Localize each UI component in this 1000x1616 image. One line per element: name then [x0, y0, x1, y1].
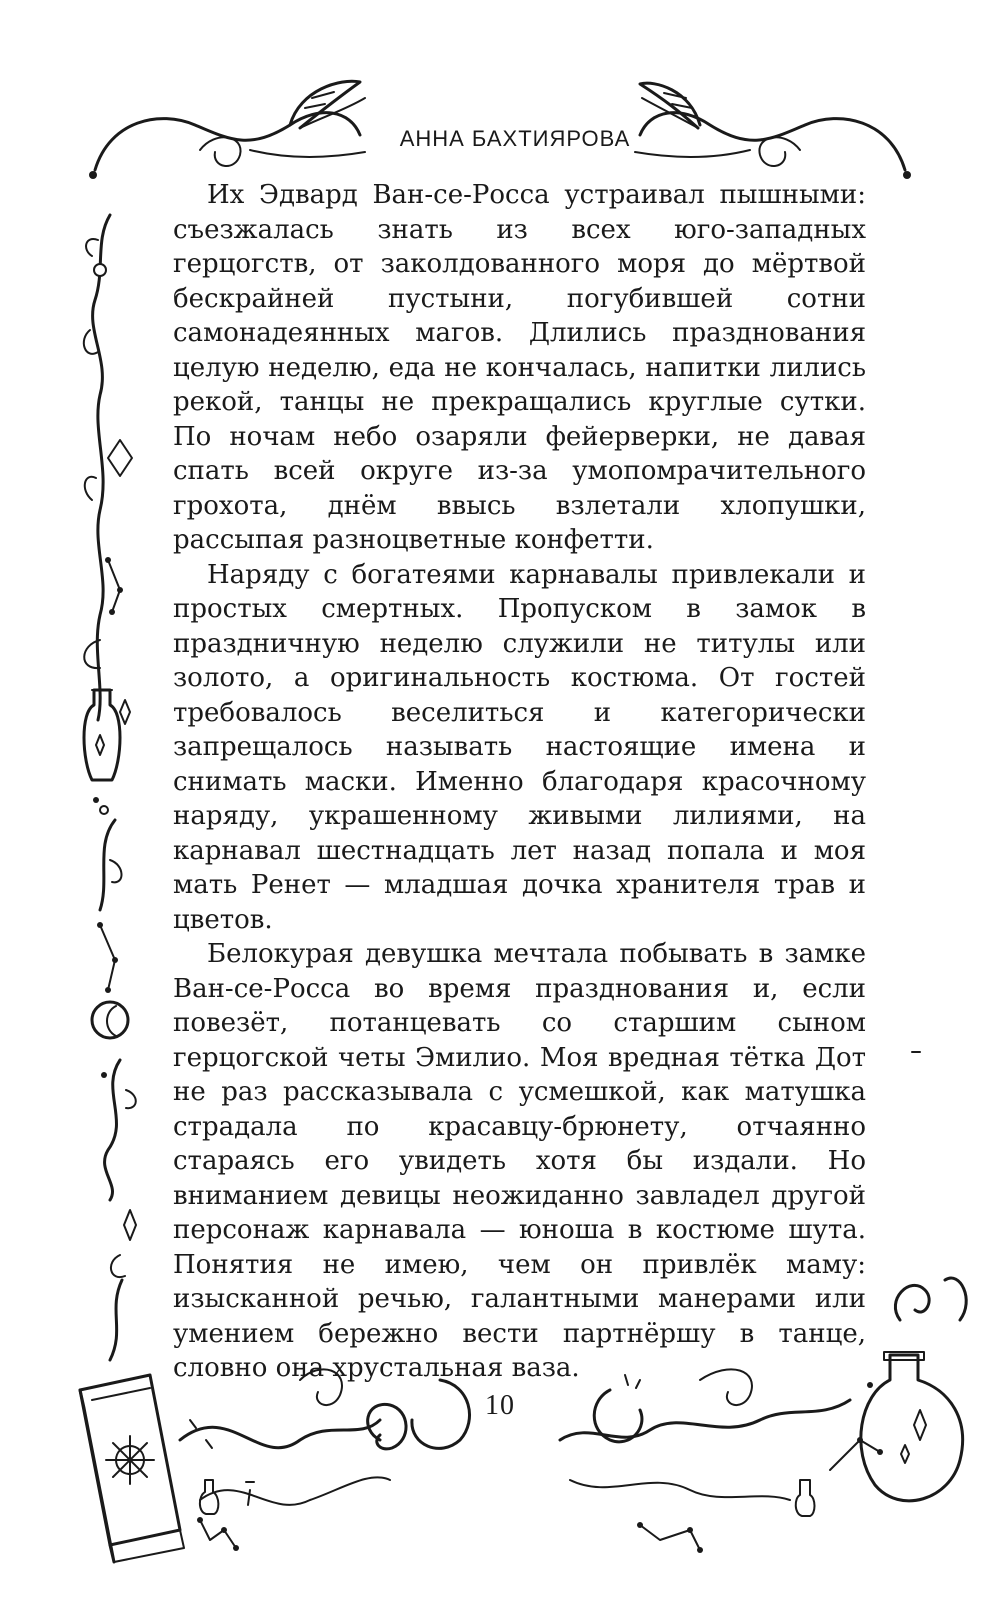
top-right-swirl-icon [635, 113, 911, 179]
paragraph: Их Эдвард Ван-се-Росса устраивал пышными: съезжалась знать из всех юго-западных герцогств, от заколдованного моря до мёртвой бескрайней пустыни, погубившей сотни самонадеянных магов. Длились празднования целую неделю, еда не кончалась, напитки лились рекой, танцы не прекращались круглые сутки. По ночам небо озаряли фейерверки, не давая спать всей округе из-за умопомрачительного грохота, днём ввысь взлетали хлопушки, рассыпая разноцветные конфетти. [173, 180, 866, 555]
bottom-right-swirl-icon [560, 1369, 883, 1553]
spell-book-icon [80, 1375, 184, 1562]
running-head-author: АННА БАХТИЯРОВА [399, 126, 631, 151]
left-border-vine-icon [84, 215, 136, 1360]
paragraph: Белокурая девушка мечтала побывать в замке Ван-се-Росса во время празднования и, если повезёт, потанцевать со старшим сыном герцогской четы Эмилио. Моя вредная тётка Дот не раз рассказывала с усмешкой, как матушка страдала по красавцу-брюнету, отчаянно стараясь его увидеть хотя бы издали. Но вниманием девицы неожиданно завладел другой персонаж карнавала — юноша в костюме шута. Понятия не имею, чем он привлёк маму: изысканной речью, галантными манерами или умением бережно вести партнёршу в танце, словно она хрустальная ваза. [173, 939, 866, 1383]
bottom-left-swirl-icon [180, 1369, 470, 1551]
chapter-body-text [173, 178, 866, 1386]
round-potion-flask-icon [861, 1278, 966, 1501]
top-left-swirl-icon [89, 113, 365, 179]
feather-quill-icon [290, 81, 365, 128]
paragraph: Наряду с богатеями карнавалы привлекали и простых смертных. Пропуском в замок в праздничную неделю служили не титулы или золото, а оригинальность костюма. От гостей требовалось веселиться и категорически запрещалось называть настоящие имена и снимать маски. Именно благодаря красочному наряду, украшенному живыми лилиями, на карнавал шестнадцать лет назад попала и моя мать Ренет — младшая дочка хранителя трав и цветов. [173, 559, 866, 935]
page-number: 10 [485, 1390, 515, 1421]
